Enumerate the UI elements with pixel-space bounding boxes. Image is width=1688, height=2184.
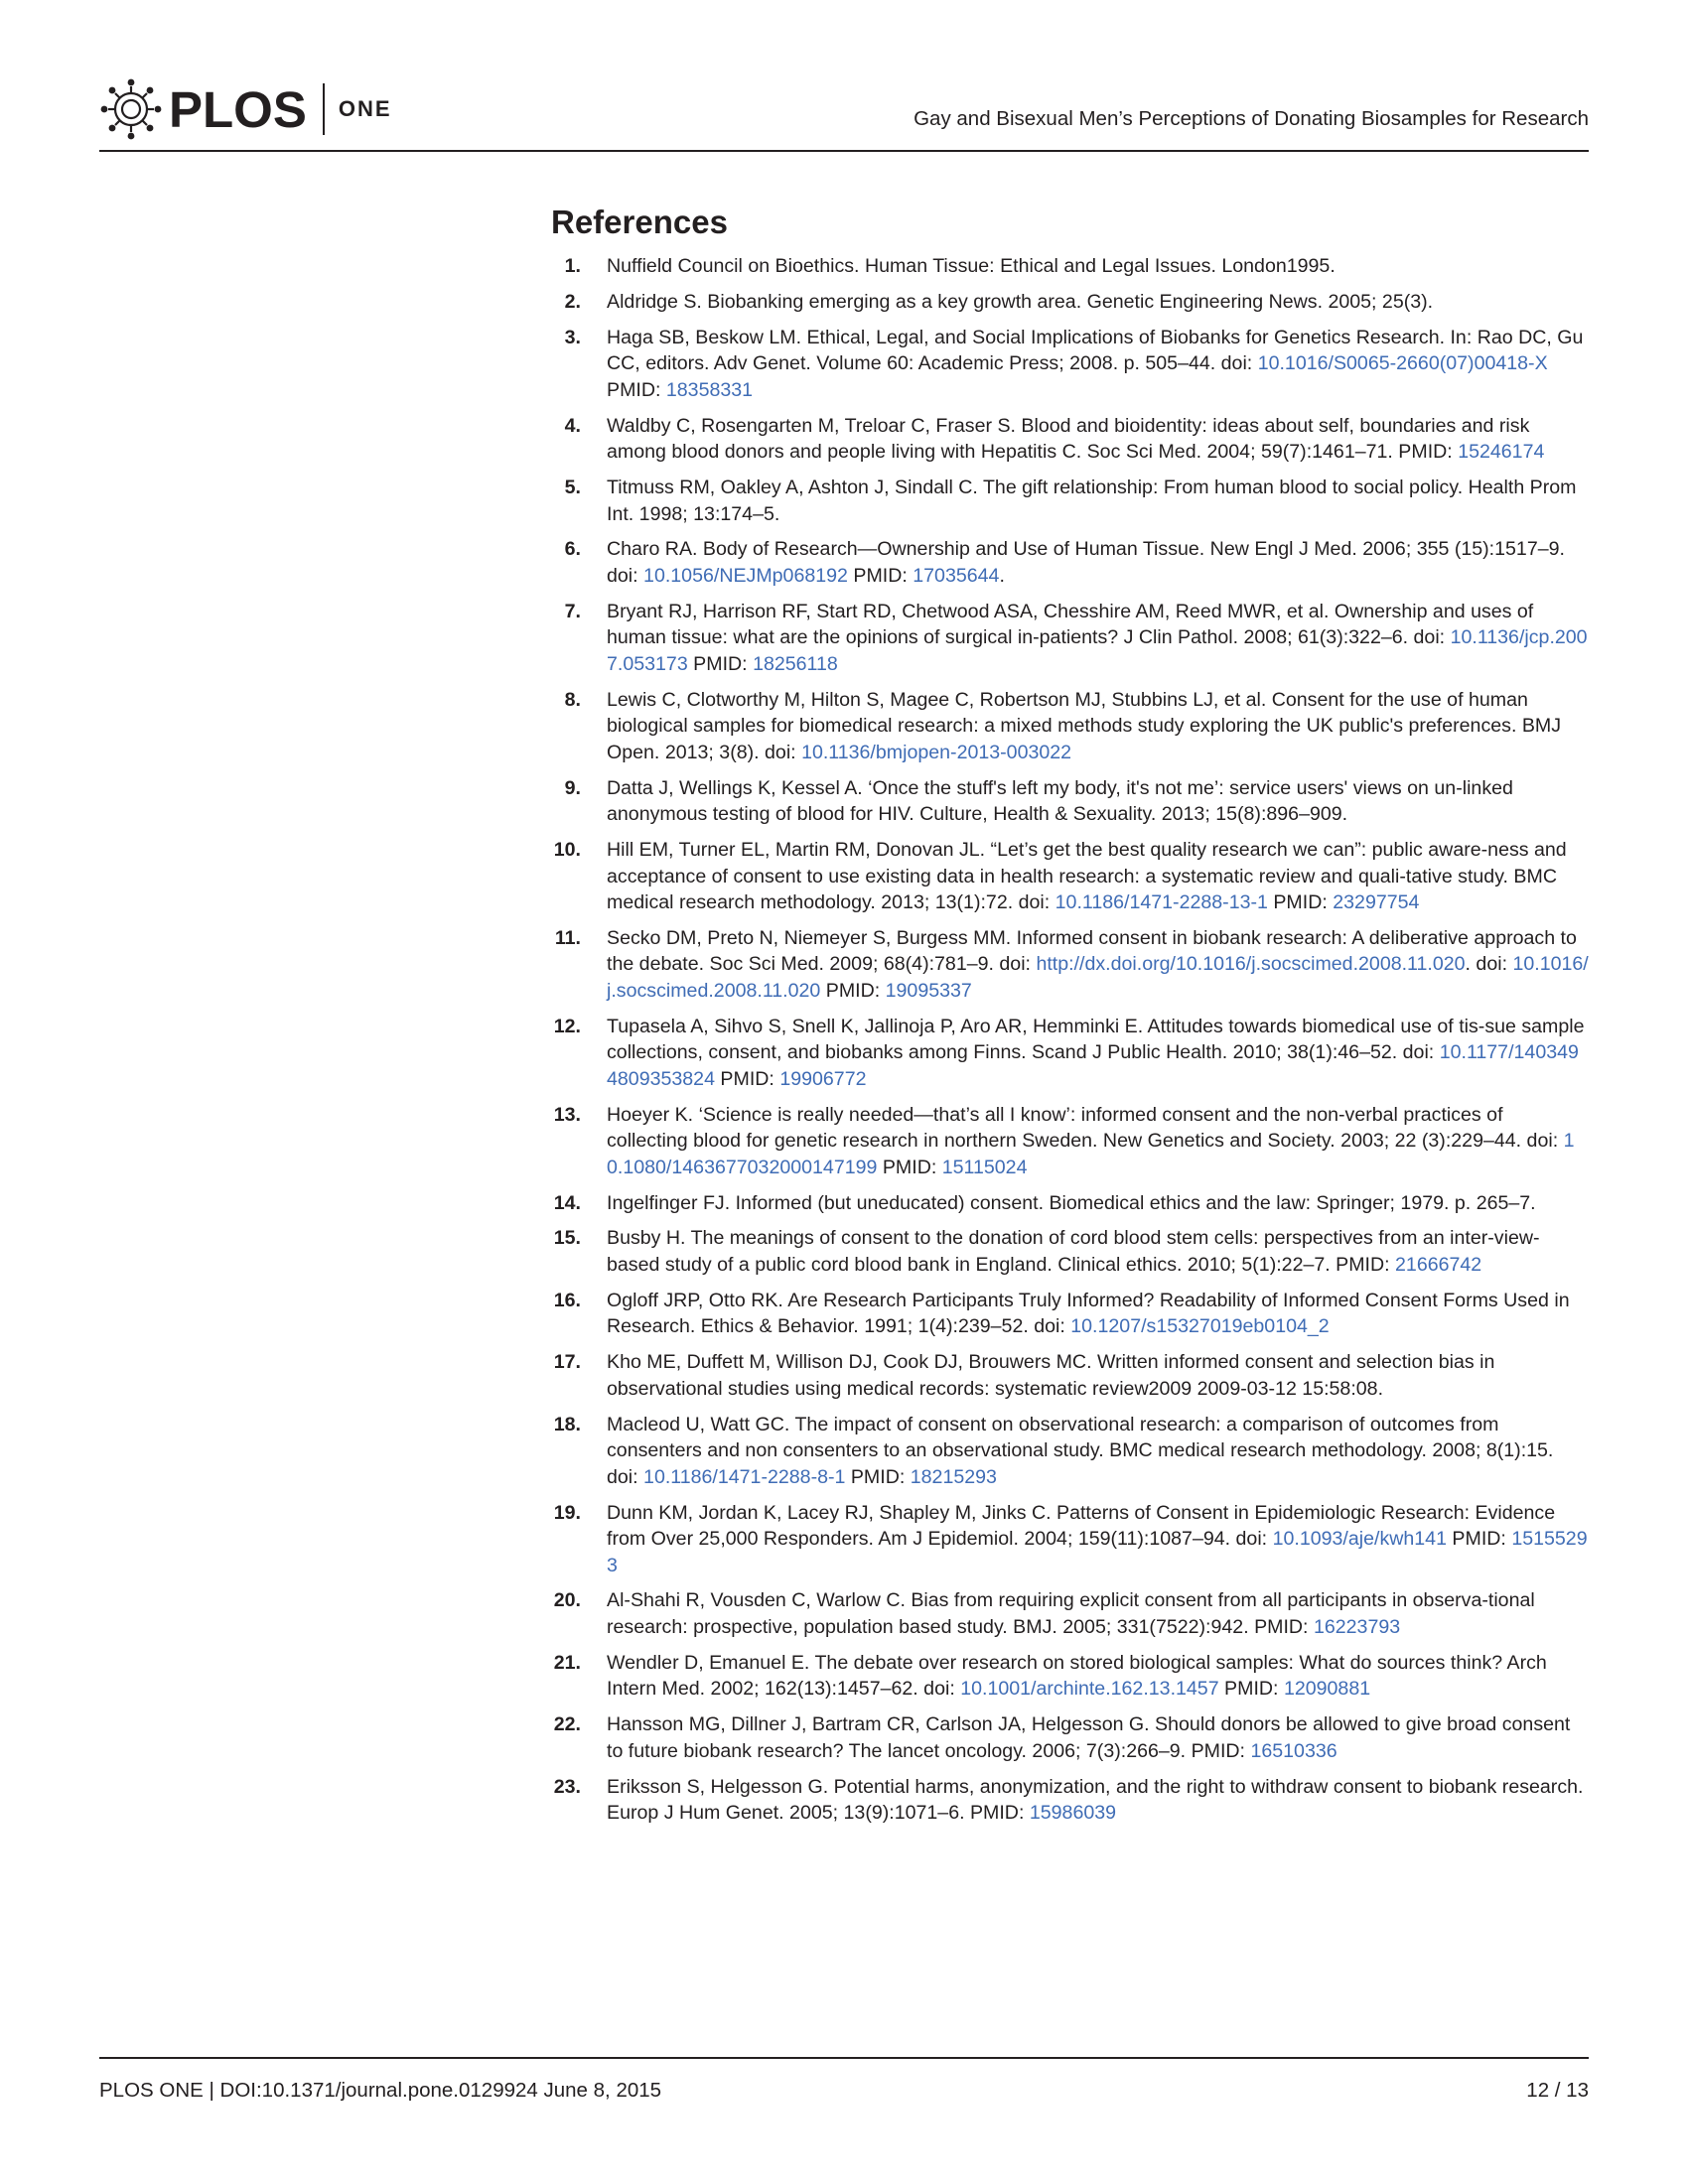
reference-item (551, 1288, 1589, 1340)
reference-text (607, 927, 1589, 1002)
reference-number: 10. (553, 839, 581, 862)
reference-number: 8. (564, 688, 581, 711)
logo-wordmark: PLOS (169, 80, 307, 138)
reference-text (607, 1351, 1494, 1400)
page-number: 12 / 13 (1526, 2079, 1589, 2102)
reference-text (607, 1502, 1588, 1576)
plos-one-logo[interactable] (99, 73, 392, 145)
reference-item (551, 325, 1589, 404)
reference-link[interactable]: 10.1093/aje/kwh141 (1272, 1528, 1447, 1551)
reference-link[interactable]: 17035644 (913, 564, 1000, 587)
reference-text-segment: PMID: (607, 378, 666, 401)
reference-text-segment: Charo RA. Body of Research—Ownership and Use of Human Tissue. New Engl J Med. 2006; 355 (15):1517–9. doi: (607, 538, 1565, 587)
reference-text-segment: Macleod U, Watt GC. The impact of consent on observational research: a comparison of outcomes from consenters and non consenters to an observational study. BMC medical research methodology. 2008; 8(1):15. doi: (607, 1413, 1554, 1488)
reference-link[interactable]: 10.1056/NEJMp068192 (643, 564, 848, 587)
reference-number: 21. (553, 1651, 581, 1674)
reference-number: 22. (553, 1713, 581, 1736)
reference-text (607, 1104, 1574, 1178)
reference-text-segment: Hill EM, Turner EL, Martin RM, Donovan JL. “Let’s get the best quality research we can”: public aware-ness and acceptance of consent to use existing data in health research: a systematic review and quali-tative study. BMC medical research methodology. 2013; 13(1):72. doi: (607, 839, 1567, 914)
reference-text (607, 1192, 1536, 1214)
reference-text-segment: Wendler D, Emanuel E. The debate over research on stored biological samples: What do sources think? Arch Intern Med. 2002; 162(13):1457–62. doi: (607, 1651, 1547, 1701)
reference-link[interactable]: http://dx.doi.org/10.1016/j.socscimed.2008.11.020 (1036, 953, 1466, 976)
reference-text-segment: Al-Shahi R, Vousden C, Warlow C. Bias from requiring explicit consent from all participants in observa-tional research: prospective, population based study. BMJ. 2005; 331(7522):942. PMID: (607, 1589, 1535, 1638)
reference-item (551, 1500, 1589, 1579)
reference-link[interactable]: 10.1186/1471-2288-13-1 (1055, 891, 1268, 914)
reference-number: 23. (553, 1775, 581, 1798)
reference-text-segment: PMID: (820, 979, 886, 1002)
reference-link[interactable]: 18215293 (910, 1465, 997, 1488)
reference-number: 11. (554, 926, 581, 949)
reference-text-segment: Titmuss RM, Oakley A, Ashton J, Sindall C. The gift relationship: From human blood to social policy. Health Prom Int. 1998; 13:174–5. (607, 477, 1577, 525)
reference-text-segment: Tupasela A, Sihvo S, Snell K, Jallinoja P, Aro AR, Hemminki E. Attitudes towards biomedical use of tis-sue sample collections, consent, and biobanks among Finns. Scand J Public Health. 2010; 38(1):46–52. doi: (607, 1015, 1585, 1064)
reference-link[interactable]: 18256118 (753, 652, 838, 675)
reference-number: 1. (564, 255, 581, 277)
reference-text-segment: PMID: (847, 564, 914, 587)
reference-number: 17. (553, 1351, 581, 1374)
reference-text-segment: PMID: (1218, 1678, 1284, 1701)
reference-item (551, 536, 1589, 589)
reference-text (607, 777, 1513, 826)
reference-text (607, 1414, 1553, 1488)
reference-number: 4. (564, 414, 581, 437)
reference-text-segment: Ingelfinger FJ. Informed (but uneducated) consent. Biomedical ethics and the law: Springer; 1979. p. 265–7. (607, 1191, 1536, 1214)
reference-link[interactable]: 10.1177/1403494809353824 (607, 1041, 1579, 1090)
reference-number: 9. (564, 776, 581, 799)
reference-item (551, 775, 1589, 828)
reference-item (551, 1412, 1589, 1491)
reference-number: 16. (553, 1289, 581, 1311)
reference-number: 12. (553, 1015, 581, 1037)
reference-number: 7. (564, 600, 581, 622)
reference-link[interactable]: 15986039 (1029, 1802, 1117, 1825)
reference-text (607, 1652, 1547, 1701)
reference-link[interactable]: 23297754 (1333, 891, 1420, 914)
reference-text (607, 477, 1576, 525)
plos-sunburst-icon (99, 77, 163, 141)
reference-text-segment: Aldridge S. Biobanking emerging as a key growth area. Genetic Engineering News. 2005; 25(3). (607, 290, 1434, 313)
reference-link[interactable]: 10.1207/s15327019eb0104_2 (1070, 1315, 1330, 1338)
reference-text-segment: PMID: (845, 1465, 911, 1488)
reference-item (551, 1190, 1589, 1217)
reference-number: 6. (564, 538, 581, 561)
reference-item (551, 925, 1589, 1005)
reference-text (607, 538, 1565, 587)
reference-item (551, 1014, 1589, 1093)
reference-text-segment: Busby H. The meanings of consent to the donation of cord blood stem cells: perspectives from an inter-view-based study of a public cord blood bank in England. Clinical ethics. 2010; 5(1):22–7. PMID: (607, 1227, 1540, 1276)
reference-link[interactable]: 10.1136/jcp.2007.053173 (607, 626, 1588, 675)
reference-text-segment: PMID: (1446, 1528, 1512, 1551)
reference-text-segment: Nuffield Council on Bioethics. Human Tissue: Ethical and Legal Issues. London1995. (607, 255, 1336, 277)
reference-list (551, 253, 1589, 1827)
reference-text (607, 689, 1561, 763)
reference-text (607, 1776, 1583, 1825)
reference-link[interactable]: 21666742 (1395, 1253, 1482, 1276)
footer-citation: PLOS ONE | DOI:10.1371/journal.pone.0129924 June 8, 2015 (99, 2079, 662, 2102)
reference-link[interactable]: 19095337 (885, 979, 972, 1002)
reference-link[interactable]: 10.1001/archinte.162.13.1457 (960, 1678, 1219, 1701)
reference-link[interactable]: 10.1186/1471-2288-8-1 (643, 1465, 846, 1488)
reference-link[interactable]: 16223793 (1313, 1615, 1401, 1638)
reference-item (551, 1650, 1589, 1703)
reference-text-segment: Haga SB, Beskow LM. Ethical, Legal, and Social Implications of Biobanks for Genetics Research. In: Rao DC, Gu CC, editors. Adv Genet. Volume 60: Academic Press; 2008. p. 505–44. doi: (607, 326, 1584, 375)
reference-text-segment: Datta J, Wellings K, Kessel A. ‘Once the stuff's left my body, it's not me’: service users' views on un-linked anonymous testing of blood for HIV. Culture, Health & Sexuality. 2013; 15(8):896–909. (607, 776, 1513, 826)
header-divider (99, 150, 1589, 152)
reference-text-segment: PMID: (1267, 891, 1334, 914)
reference-item (551, 1349, 1589, 1402)
reference-text-segment: PMID: (877, 1156, 942, 1178)
reference-link[interactable]: 15246174 (1458, 441, 1545, 464)
reference-number: 15. (553, 1227, 581, 1250)
logo-divider (323, 83, 325, 135)
reference-item (551, 475, 1589, 527)
reference-text-segment: Eriksson S, Helgesson G. Potential harms, anonymization, and the right to withdraw consent to biobank research. Europ J Hum Genet. 2005; 13(9):1071–6. PMID: (607, 1775, 1584, 1825)
reference-link[interactable]: 18358331 (665, 378, 754, 401)
reference-link[interactable]: 16510336 (1250, 1739, 1337, 1762)
reference-text-segment: Secko DM, Preto N, Niemeyer S, Burgess MM. Informed consent in biobank research: A deliberative approach to the debate. Soc Sci Med. 2009; 68(4):781–9. doi: (607, 926, 1577, 976)
reference-text (607, 1227, 1540, 1276)
references-heading: References (551, 204, 728, 240)
reference-link[interactable]: 15115024 (941, 1156, 1028, 1178)
reference-text-segment: . doi: (1465, 953, 1513, 976)
reference-link[interactable]: 10.1080/1463677032000147199 (607, 1130, 1575, 1178)
references-section (551, 204, 1589, 1836)
reference-text-segment: Lewis C, Clotworthy M, Hilton S, Magee C, Robertson MJ, Stubbins LJ, et al. Consent for the use of human biological samples for biomedical research: a mixed methods study exploring the UK public's preferences. BMJ Open. 2013; 3(8). doi: (607, 688, 1562, 763)
reference-text (607, 1290, 1570, 1338)
reference-text (607, 839, 1567, 913)
reference-text-segment: Hoeyer K. ‘Science is really needed—that’s all I know’: informed consent and the non-verbal practices of collecting blood for genetic research in northern Sweden. New Genetics and Society. 2003; 22 (3):229–44. doi: (607, 1103, 1564, 1153)
reference-item (551, 1774, 1589, 1827)
reference-text (607, 415, 1544, 464)
reference-text-segment: PMID: (714, 1067, 780, 1090)
reference-text (607, 291, 1433, 313)
reference-number: 20. (553, 1589, 581, 1612)
reference-text (607, 1016, 1585, 1090)
reference-text (607, 1589, 1535, 1638)
footer-divider (99, 2057, 1589, 2059)
reference-link[interactable]: 19906772 (779, 1067, 867, 1090)
reference-item (551, 837, 1589, 916)
reference-text-segment: Ogloff JRP, Otto RK. Are Research Participants Truly Informed? Readability of Informed Consent Forms Used in Research. Ethics & Behavior. 1991; 1(4):239–52. doi: (607, 1289, 1570, 1338)
reference-text-segment: . (999, 564, 1005, 587)
reference-item (551, 289, 1589, 316)
reference-number: 5. (564, 477, 581, 499)
reference-number: 2. (564, 290, 581, 313)
reference-text-segment: Dunn KM, Jordan K, Lacey RJ, Shapley M, Jinks C. Patterns of Consent in Epidemiologic Research: Evidence from Over 25,000 Responders. Am J Epidemiol. 2004; 159(11):1087–94. doi: (607, 1501, 1556, 1551)
reference-text (607, 255, 1336, 277)
reference-link[interactable]: 10.1016/S0065-2660(07)00418-X (1257, 352, 1548, 375)
reference-text-segment: Hansson MG, Dillner J, Bartram CR, Carlson JA, Helgesson G. Should donors be allowed to give broad consent to future biobank research? The lancet oncology. 2006; 7(3):266–9. PMID: (607, 1713, 1571, 1762)
reference-text-segment: PMID: (687, 652, 754, 675)
reference-number: 3. (564, 326, 581, 348)
reference-text-segment: Bryant RJ, Harrison RF, Start RD, Chetwood ASA, Chesshire AM, Reed MWR, et al. Ownership and uses of human tissue: what are the opinions of surgical in-patients? J Clin Pathol. 2008; 61(3):322–6. doi: (607, 600, 1534, 649)
reference-number: 13. (553, 1103, 581, 1126)
reference-text (607, 327, 1583, 401)
page-header (99, 73, 1589, 153)
reference-text-segment: Kho ME, Duffett M, Willison DJ, Cook DJ, Brouwers MC. Written informed consent and selection bias in observational studies using medical records: systematic review2009 2009-03-12 15:58:08. (607, 1351, 1495, 1400)
reference-item (551, 1711, 1589, 1764)
running-title: Gay and Bisexual Men’s Perceptions of Donating Biosamples for Research (914, 107, 1589, 130)
reference-number: 19. (553, 1501, 581, 1524)
reference-number: 18. (553, 1413, 581, 1435)
reference-link[interactable]: 10.1016/j.socscimed.2008.11.020 (607, 953, 1589, 1002)
reference-text (607, 601, 1588, 675)
reference-item (551, 253, 1589, 280)
reference-link[interactable]: 10.1136/bmjopen-2013-003022 (801, 741, 1072, 763)
logo-subtitle: ONE (338, 96, 392, 121)
reference-link[interactable]: 15155293 (607, 1528, 1588, 1576)
reference-item (551, 687, 1589, 766)
reference-item (551, 413, 1589, 466)
reference-item (551, 1225, 1589, 1278)
reference-text-segment: Waldby C, Rosengarten M, Treloar C, Fraser S. Blood and bioidentity: ideas about self, boundaries and risk among blood donors and people living with Hepatitis C. Soc Sci Med. 2004; 59(7):1461–71. PMID: (607, 414, 1530, 464)
reference-item (551, 599, 1589, 678)
reference-number: 14. (553, 1191, 581, 1214)
reference-item (551, 1587, 1589, 1640)
reference-link[interactable]: 12090881 (1283, 1678, 1371, 1701)
reference-item (551, 1102, 1589, 1181)
reference-text (607, 1713, 1570, 1762)
